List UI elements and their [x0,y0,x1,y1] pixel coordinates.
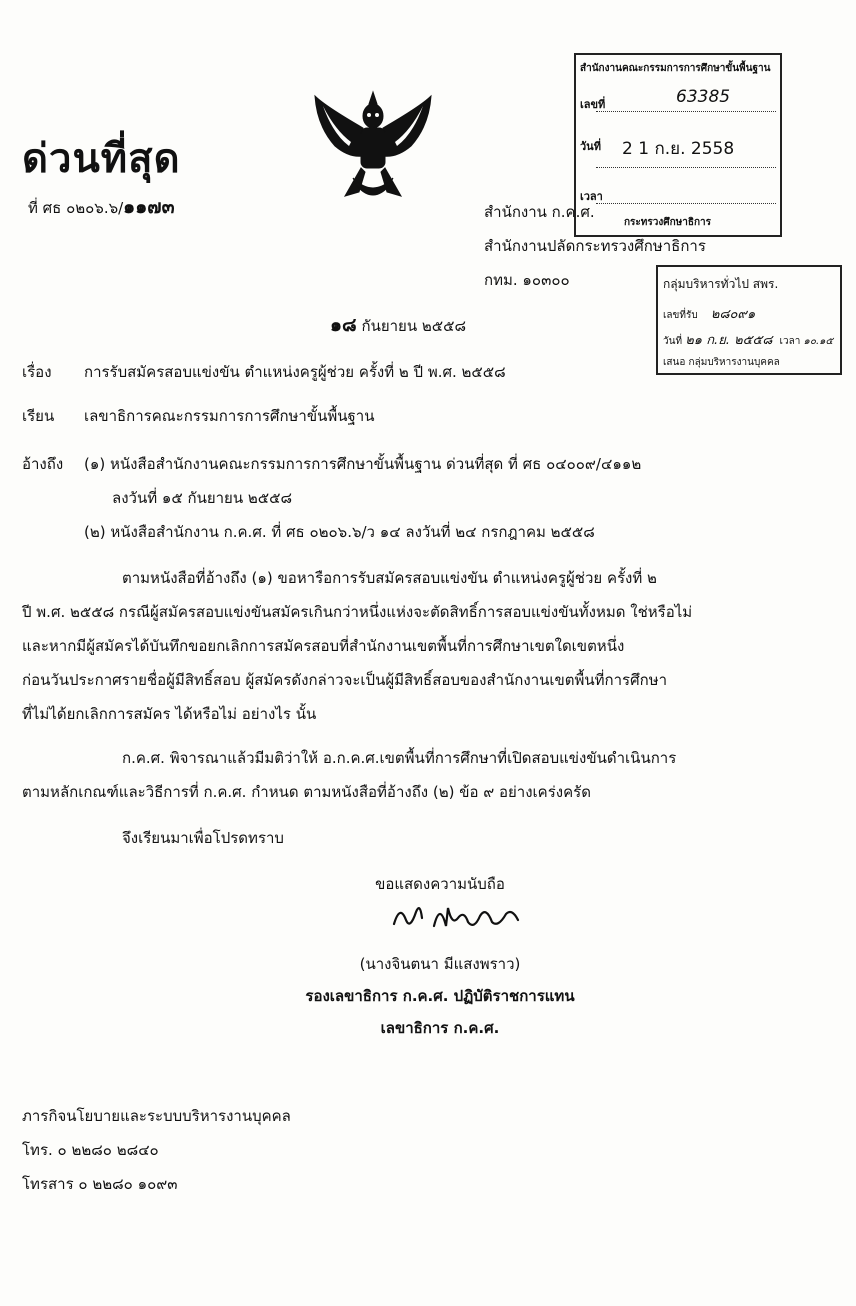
stamp-date-value: 2 1 ก.ย. 2558 [622,139,735,159]
body-p1-line1: ตามหนังสือที่อ้างถึง (๑) ขอหารือการรับสมัครสอบแข่งขัน ตำแหน่งครูผู้ช่วย ครั้งที่ ๒ [122,569,657,587]
letter-date [330,310,466,340]
stamp-no-value: 63385 [676,87,731,107]
signatory-name: (นางจินตนา มีแสงพราว) [359,955,521,973]
reference-1-line1: (๑) หนังสือสำนักงานคณะกรรมการการศึกษาขั้นพื้นฐาน ด่วนที่สุด ที่ ศธ ๐๔๐๐๙/๔๑๑๒ [84,455,642,473]
document-number-prefix: ที่ ศธ ๐๒๐๖.๖/ [28,199,124,217]
footer-fax: โทรสาร ๐ ๒๒๘๐ ๑๐๙๓ [22,1175,178,1193]
stamp2-forward: เสนอ กลุ่มบริหารงานบุคคล [663,357,780,368]
letter-date-rest: กันยายน ๒๕๕๘ [361,317,467,335]
stamp2-time-label: เวลา [779,336,801,347]
garuda-emblem-icon [305,86,441,206]
receipt-stamp-obec [574,53,782,237]
stamp-no-label: เลขที่ [580,98,606,111]
stamp-date-label: วันที่ [580,140,601,153]
reference-2: (๒) หนังสือสำนักงาน ก.ค.ศ. ที่ ศธ ๐๒๐๖.๖/ว ๑๔ ลงวันที่ ๒๔ กรกฎาคม ๒๕๕๘ [84,523,595,541]
stamp-ministry: กระทรวงศึกษาธิการ [624,217,712,228]
signature-icon [388,896,538,936]
stamp2-date-label: วันที่ [663,336,683,347]
stamp-org: สำนักงานคณะกรรมการการศึกษาขั้นพื้นฐาน [580,63,771,74]
signatory-title-1: รองเลขาธิการ ก.ค.ศ. ปฏิบัติราชการแทน [305,987,575,1005]
closing-regards: ขอแสดงความนับถือ [375,875,505,893]
body-p3: จึงเรียนมาเพื่อโปรดทราบ [122,829,284,847]
footer-telephone: โทร. ๐ ๒๒๘๐ ๒๘๔๐ [22,1141,159,1159]
sender-address-line3: กทม. ๑๐๓๐๐ [484,271,570,289]
receipt-stamp-group [656,265,842,375]
sender-address-line2: สำนักงานปลัดกระทรวงศึกษาธิการ [484,237,706,255]
body-p2-line2: ตามหลักเกณฑ์และวิธีการที่ ก.ค.ศ. กำหนด ตามหนังสือที่อ้างถึง (๒) ข้อ ๙ อย่างเคร่งครัด [22,783,591,801]
body-p1-line3: และหากมีผู้สมัครได้บันทึกขอยกเลิกการสมัครสอบที่สำนักงานเขตพื้นที่การศึกษาเขตใดเขตหนึ่ง [22,637,625,655]
subject-text: การรับสมัครสอบแข่งขัน ตำแหน่งครูผู้ช่วย ครั้งที่ ๒ ปี พ.ศ. ๒๕๕๘ [84,363,506,381]
body-p1-line5: ที่ไม่ได้ยกเลิกการสมัคร ได้หรือไม่ อย่างไร นั้น [22,705,317,723]
to-label: เรียน [22,407,55,425]
stamp2-no-label: เลขที่รับ [663,310,698,321]
body-p2-line1: ก.ค.ศ. พิจารณาแล้วมีมติว่าให้ อ.ก.ค.ศ.เขตพื้นที่การศึกษาที่เปิดสอบแข่งขันดำเนินการ [122,749,677,767]
stamp2-no-value: ๒๘๐๙๑ [710,307,756,322]
stamp2-no [663,303,755,324]
body-p1-line2: ปี พ.ศ. ๒๕๕๘ กรณีผู้สมัครสอบแข่งขันสมัครเกินกว่าหนึ่งแห่งจะตัดสิทธิ์การสอบแข่งขันทั้งหมด ใช่หรือไม่ [22,603,693,621]
stamp2-date-value: ๒๑ ก.ย. ๒๕๕๘ [685,333,773,348]
stamp2-time-value: ๑๐.๑๕ [803,336,834,347]
body-p1-line4: ก่อนวันประกาศรายชื่อผู้มีสิทธิ์สอบ ผู้สมัครดังกล่าวจะเป็นผู้มีสิทธิ์สอบของสำนักงานเขตพื้นที่การศึกษา [22,671,668,689]
urgency-label: ด่วนที่สุด [22,136,181,182]
sender-address-line1: สำนักงาน ก.ค.ศ. [484,203,595,221]
stamp2-group: กลุ่มบริหารทั่วไป สพร. [663,277,779,291]
subject-label: เรื่อง [22,363,52,381]
references-label: อ้างถึง [22,455,64,473]
letter-date-day: ๑๘ [330,314,357,336]
stamp2-date [663,329,833,350]
to-text: เลขาธิการคณะกรรมการการศึกษาขั้นพื้นฐาน [84,407,375,425]
stamp-time-label: เวลา [580,190,603,203]
document-number [28,192,175,222]
reference-1-line2: ลงวันที่ ๑๕ กันยายน ๒๕๕๘ [112,489,293,507]
document-number-handwritten: ๑๑๗๓ [123,196,175,218]
signatory-title-2: เลขาธิการ ก.ค.ศ. [380,1019,500,1037]
footer-department: ภารกิจนโยบายและระบบบริหารงานบุคคล [22,1107,291,1125]
